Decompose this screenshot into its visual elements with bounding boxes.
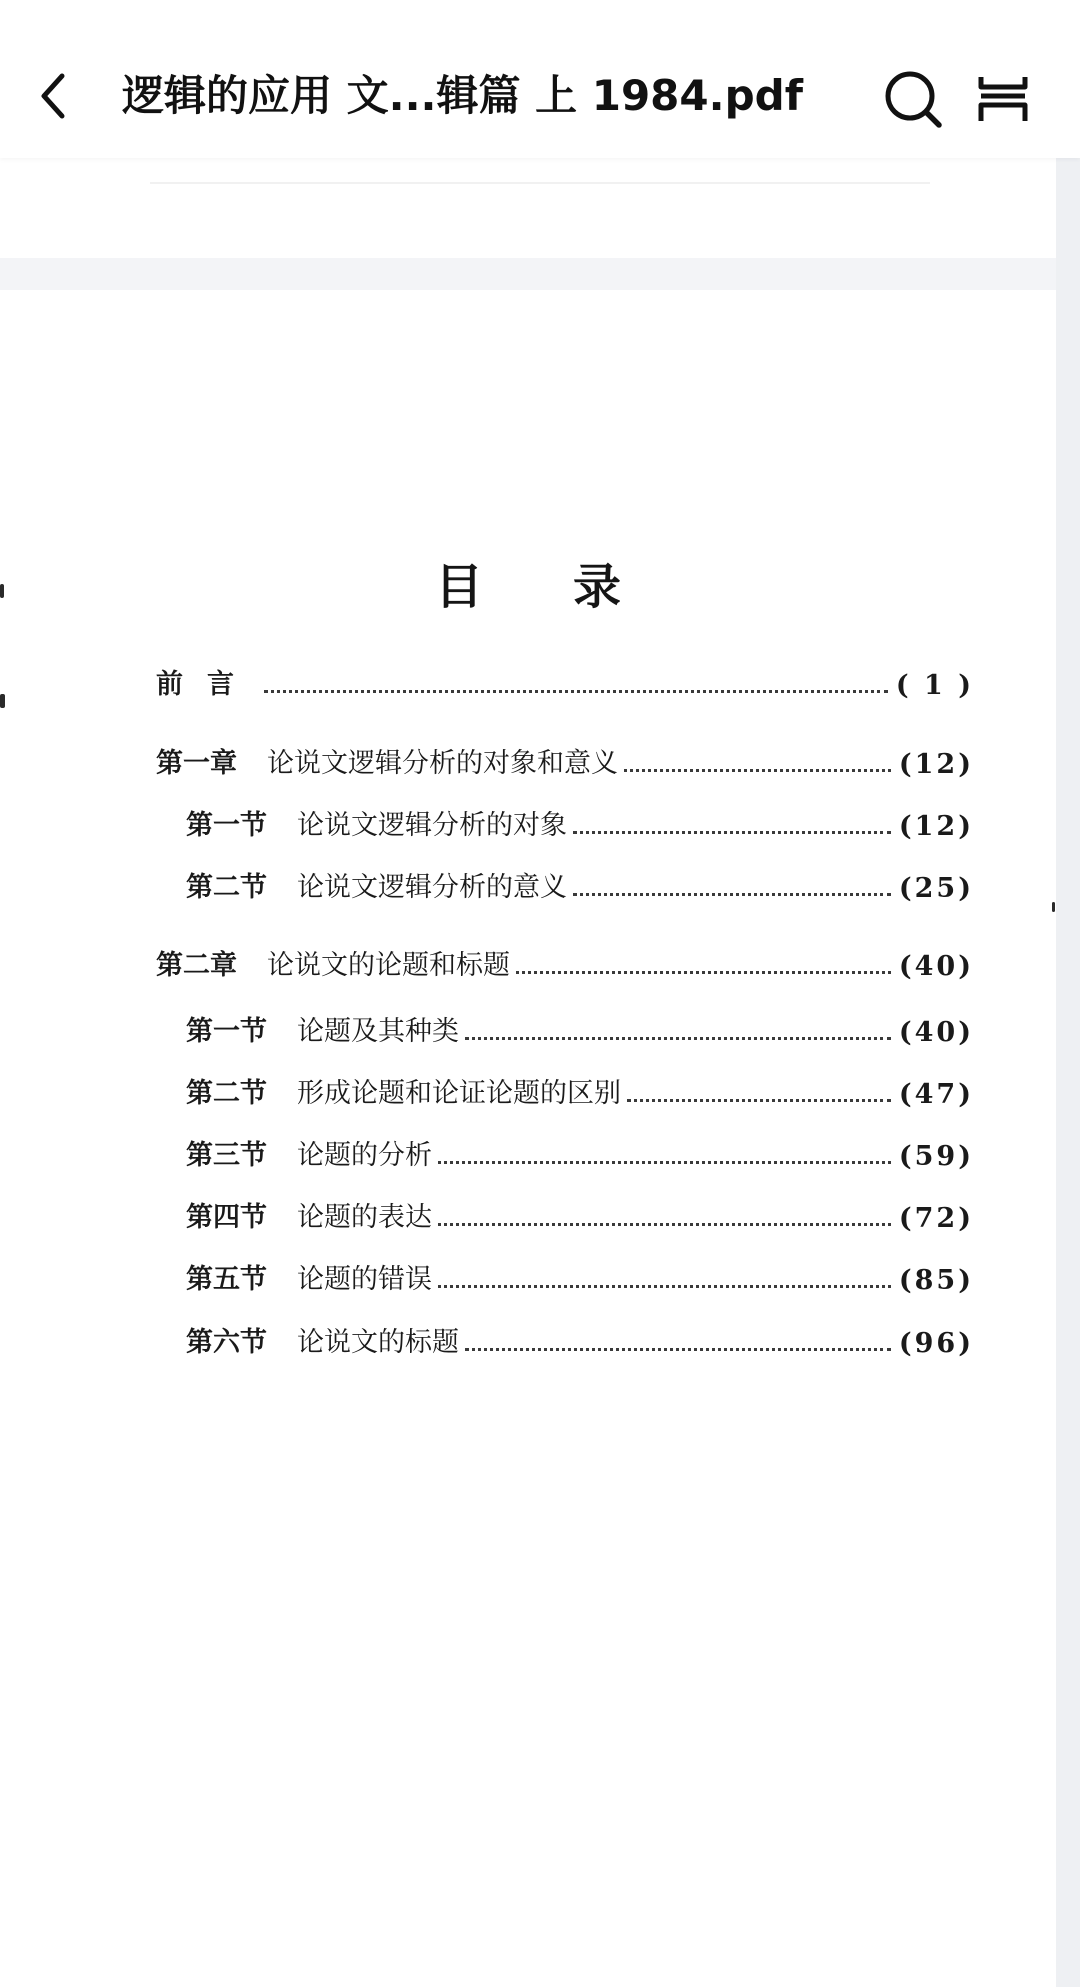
toc-entry-label: 第二章 <box>156 950 237 981</box>
toc-entry-label: 第二节 <box>186 1078 267 1109</box>
toc-entry[interactable] <box>156 736 974 780</box>
page-layout-button[interactable] <box>968 64 1038 134</box>
toc-leader-dots <box>465 1037 891 1040</box>
toc-entry-label: 前言 <box>156 669 258 700</box>
toc-leader-dots <box>438 1223 891 1226</box>
toc-entry-page: (85) <box>898 1265 974 1296</box>
toc-entry-title: 论题及其种类 <box>297 1016 459 1047</box>
toc-entry-page: (25) <box>898 873 974 904</box>
toc-leader-dots <box>264 690 888 693</box>
toc-entry-label: 第三节 <box>186 1140 267 1171</box>
toc-entry-title: 形成论题和论证论题的区别 <box>297 1078 621 1109</box>
toc-entry-page: (40) <box>898 1017 974 1048</box>
toc-entry[interactable] <box>156 938 974 982</box>
toc-entry-page: (12) <box>898 811 974 842</box>
toc-leader-dots <box>516 971 891 974</box>
toc-entry-title: 论题的错误 <box>297 1264 432 1295</box>
toc-entry-label: 第二节 <box>186 872 267 903</box>
toc-entry-title: 论说文的标题 <box>297 1327 459 1358</box>
toc-entry-label: 第四节 <box>186 1202 267 1233</box>
page-scan-line <box>150 182 930 184</box>
toc-entry-title: 论说文逻辑分析的对象和意义 <box>267 748 618 779</box>
toc-entry[interactable] <box>186 1128 974 1172</box>
toc-entry-page: (72) <box>898 1203 974 1234</box>
document-title: 逻辑的应用 文...辑篇 上 1984.pdf <box>122 71 803 120</box>
top-bar <box>0 0 1080 158</box>
toc-entry-page: (96) <box>898 1328 974 1359</box>
previous-page-fragment <box>0 158 1056 258</box>
toc-entry-page: (59) <box>898 1141 974 1172</box>
chevron-left-icon <box>36 70 68 122</box>
toc-leader-dots <box>438 1161 891 1164</box>
toc-entry-title: 论说文逻辑分析的意义 <box>297 872 567 903</box>
toc-entry-label: 第一章 <box>156 748 237 779</box>
toc-entry-page: ( 1 ) <box>895 670 974 701</box>
page-layout-icon <box>975 73 1031 125</box>
toc-leader-dots <box>627 1099 891 1102</box>
toc-entry[interactable] <box>186 1066 974 1110</box>
toc-entry-label: 第一节 <box>186 1016 267 1047</box>
toc-leader-dots <box>573 893 891 896</box>
toc-entry[interactable] <box>186 1004 974 1048</box>
toc-entry[interactable] <box>186 1190 974 1234</box>
scan-edge-mark <box>0 694 5 708</box>
toc-entry-page: (12) <box>898 749 974 780</box>
toc-leader-dots <box>438 1285 891 1288</box>
search-button[interactable] <box>878 64 948 134</box>
toc-heading: 目录 <box>434 559 711 615</box>
toc-entry-page: (47) <box>898 1079 974 1110</box>
scan-edge-mark <box>1052 902 1055 912</box>
toc-entry[interactable] <box>156 657 974 701</box>
toc-entry[interactable] <box>186 798 974 842</box>
toc-entry-page: (40) <box>898 951 974 982</box>
scroll-gutter[interactable] <box>1056 158 1080 1987</box>
toc-entry-label: 第六节 <box>186 1327 267 1358</box>
toc-entry-label: 第五节 <box>186 1264 267 1295</box>
toc-entry-title: 论说文逻辑分析的对象 <box>297 810 567 841</box>
toc-entry[interactable] <box>186 1315 974 1359</box>
back-button[interactable] <box>28 60 76 132</box>
pdf-page[interactable] <box>0 290 1056 1987</box>
toc-entry-label: 第一节 <box>186 810 267 841</box>
toc-entry-title: 论题的分析 <box>297 1140 432 1171</box>
search-icon <box>882 68 944 130</box>
toc-entry[interactable] <box>186 860 974 904</box>
toc-entry[interactable] <box>186 1252 974 1296</box>
toc-entry-title: 论题的表达 <box>297 1202 432 1233</box>
toc-leader-dots <box>573 831 891 834</box>
toc-entry-title: 论说文的论题和标题 <box>267 950 510 981</box>
toc-leader-dots <box>465 1348 891 1351</box>
toc-leader-dots <box>624 769 891 772</box>
